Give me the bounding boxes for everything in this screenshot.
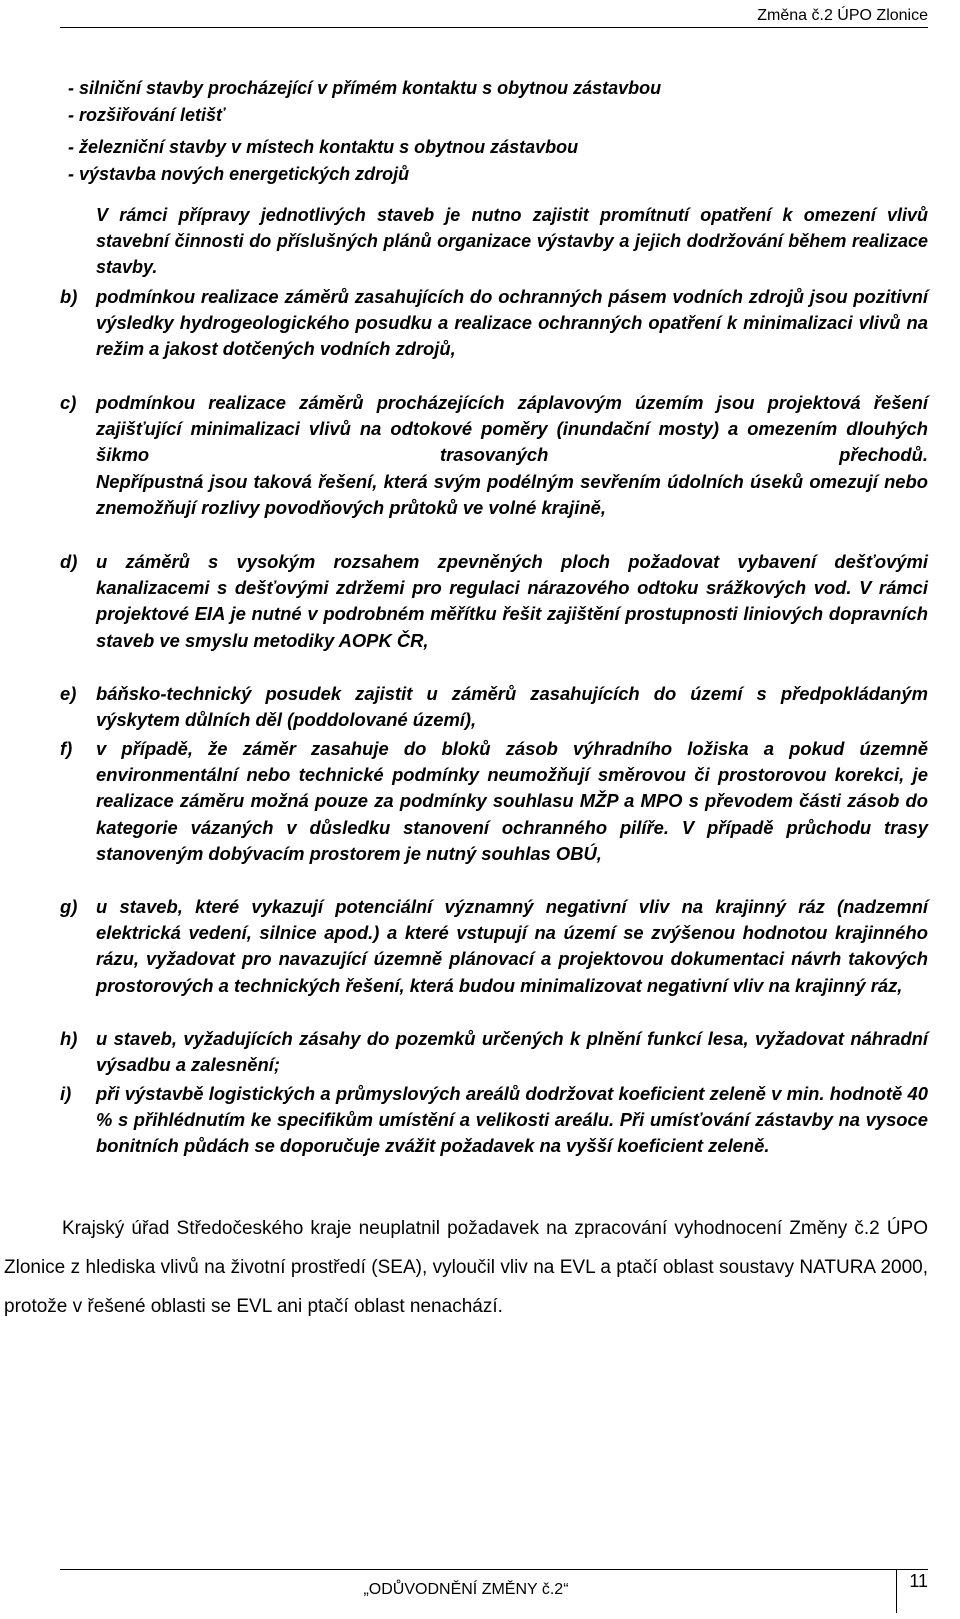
list-item-label: e) [60, 683, 77, 704]
list-item-text: při výstavbě logistických a průmyslových areálů dodržovat koeficient zeleně v min. hodnotě 40 % s přihlédnutím ke specifikům umístění a velikosti areálu. Při umísťování zástavby na vysoce bonitních půdách se doporučuje zvážit požadavek na vyšší koeficient zeleně. [96, 1083, 928, 1157]
list-item-text: podmínkou realizace záměrů zasahujících do ochranných pásem vodních zdrojů jsou pozitivní výsledky hydrogeologického posudku a realizace ochranných opatření k minimalizaci vlivů na režim a jakost dotčených vodních zdrojů, [96, 286, 928, 360]
page-number: 11 [909, 1571, 928, 1591]
list-item-text-part: V rámci projektové EIA je nutné v podrobném měřítku řešit zajištění prostupnosti liniových dopravních staveb ve smyslu metodiky AOPK ČR, [96, 577, 928, 651]
running-header: Změna č.2 ÚPO Zlonice [757, 7, 928, 24]
list-item-label: c) [60, 392, 77, 413]
list-item-i [60, 1081, 928, 1160]
list-item-d [60, 549, 928, 654]
conclusion-paragraph [4, 1209, 928, 1326]
list-item-label: i) [60, 1083, 72, 1104]
header-rule [60, 27, 928, 28]
list-item-f [60, 736, 928, 867]
list-item-label: d) [60, 551, 78, 572]
dash-item-roads: - silniční stavby procházející v přímém kontaktu s obytnou zástavbou [68, 78, 662, 98]
dash-item-railways: - železniční stavby v místech kontaktu s obytnou zástavbou [68, 137, 579, 157]
list-item-text: u staveb, vyžadujících zásahy do pozemků určených k plnění funkcí lesa, vyžadovat náhradní výsadbu a zalesnění; [96, 1028, 928, 1076]
list-item-c [60, 390, 928, 521]
footer-divider [896, 1569, 897, 1613]
list-item-h [60, 1026, 928, 1078]
list-item-label: b) [60, 286, 78, 307]
list-item-label: f) [60, 738, 73, 759]
dash-item-energy: - výstavba nových energetických zdrojů [68, 164, 410, 184]
list-item-text: v případě, že záměr zasahuje do bloků zásob výhradního ložiska a pokud územně environmentální nebo technické podmínky neumožňují směrovou či prostorovou korekci, je realizace záměru možná pouze za podmínky souhlasu MŽP a MPO s převodem části zásob do kategorie vázaných v důsledku stanovení ochranného pilíře. V případě průchodu trasy stanoveným dobývacím prostorem je nutný souhlas OBÚ, [96, 738, 928, 864]
list-item-text-continued: Nepřípustná jsou taková řešení, která svým podélným sevřením údolních úseků omezují nebo znemožňují rozlivy povodňových průtoků ve volné krajině, [96, 470, 928, 518]
list-item-text: báňsko-technický posudek zajistit u záměrů zasahujících do území s předpokládaným výskytem důlních děl (poddolované území), [96, 683, 928, 731]
conclusion-text: Krajský úřad Středočeského kraje neuplatnil požadavek na zpracování vyhodnocení Změny č.2 ÚPO Zlonice z hlediska vlivů na životní prostředí (SEA), vyloučil vliv na EVL a ptačí oblast soustavy NATURA 2000, protože v řešené oblasti se EVL ani ptačí oblast nenachází. [4, 1218, 928, 1317]
list-item-text-part: u záměrů s vysokým rozsahem zpevněných ploch požadovat vybavení dešťovými kanalizacemi s dešťovými zdržemi pro regulaci nárazového odtoku srážkových vod. [96, 551, 928, 599]
list-item-label: h) [60, 1028, 78, 1049]
footer-rule [60, 1569, 928, 1570]
footer-title: „ODŮVODNĚNÍ ZMĚNY č.2“ [363, 1581, 569, 1598]
list-item-text: u staveb, které vykazují potenciální významný negativní vliv na krajinný ráz (nadzemní elektrická vedení, silnice apod.) a které vstupují na území se zvýšenou hodnotou krajinného rázu, vyžadovat pro navazující územně plánovací a projektovou dokumentaci návrh takových prostorových a technických řešení, která budou minimalizovat negativní vliv na krajinný ráz, [96, 896, 928, 996]
list-item-text: podmínkou realizace záměrů procházejících záplavovým územím jsou projektová řešení zajišťující minimalizaci vlivů na odtokové poměry (inundační mosty) a omezením dlouhých šikmo trasovaných přechodů. [96, 392, 928, 466]
construction-note: V rámci přípravy jednotlivých staveb je nutno zajistit promítnutí opatření k omezení vlivů stavební činnosti do příslušných plánů organizace výstavby a jejich dodržování během realizace stavby. [96, 205, 928, 277]
list-item-g [60, 894, 928, 999]
list-item-label: g) [60, 896, 78, 917]
dash-item-airports: - rozšiřování letišť [68, 105, 225, 125]
list-item-b [60, 284, 928, 363]
list-item-e [60, 681, 928, 733]
list-item-text [96, 549, 928, 654]
